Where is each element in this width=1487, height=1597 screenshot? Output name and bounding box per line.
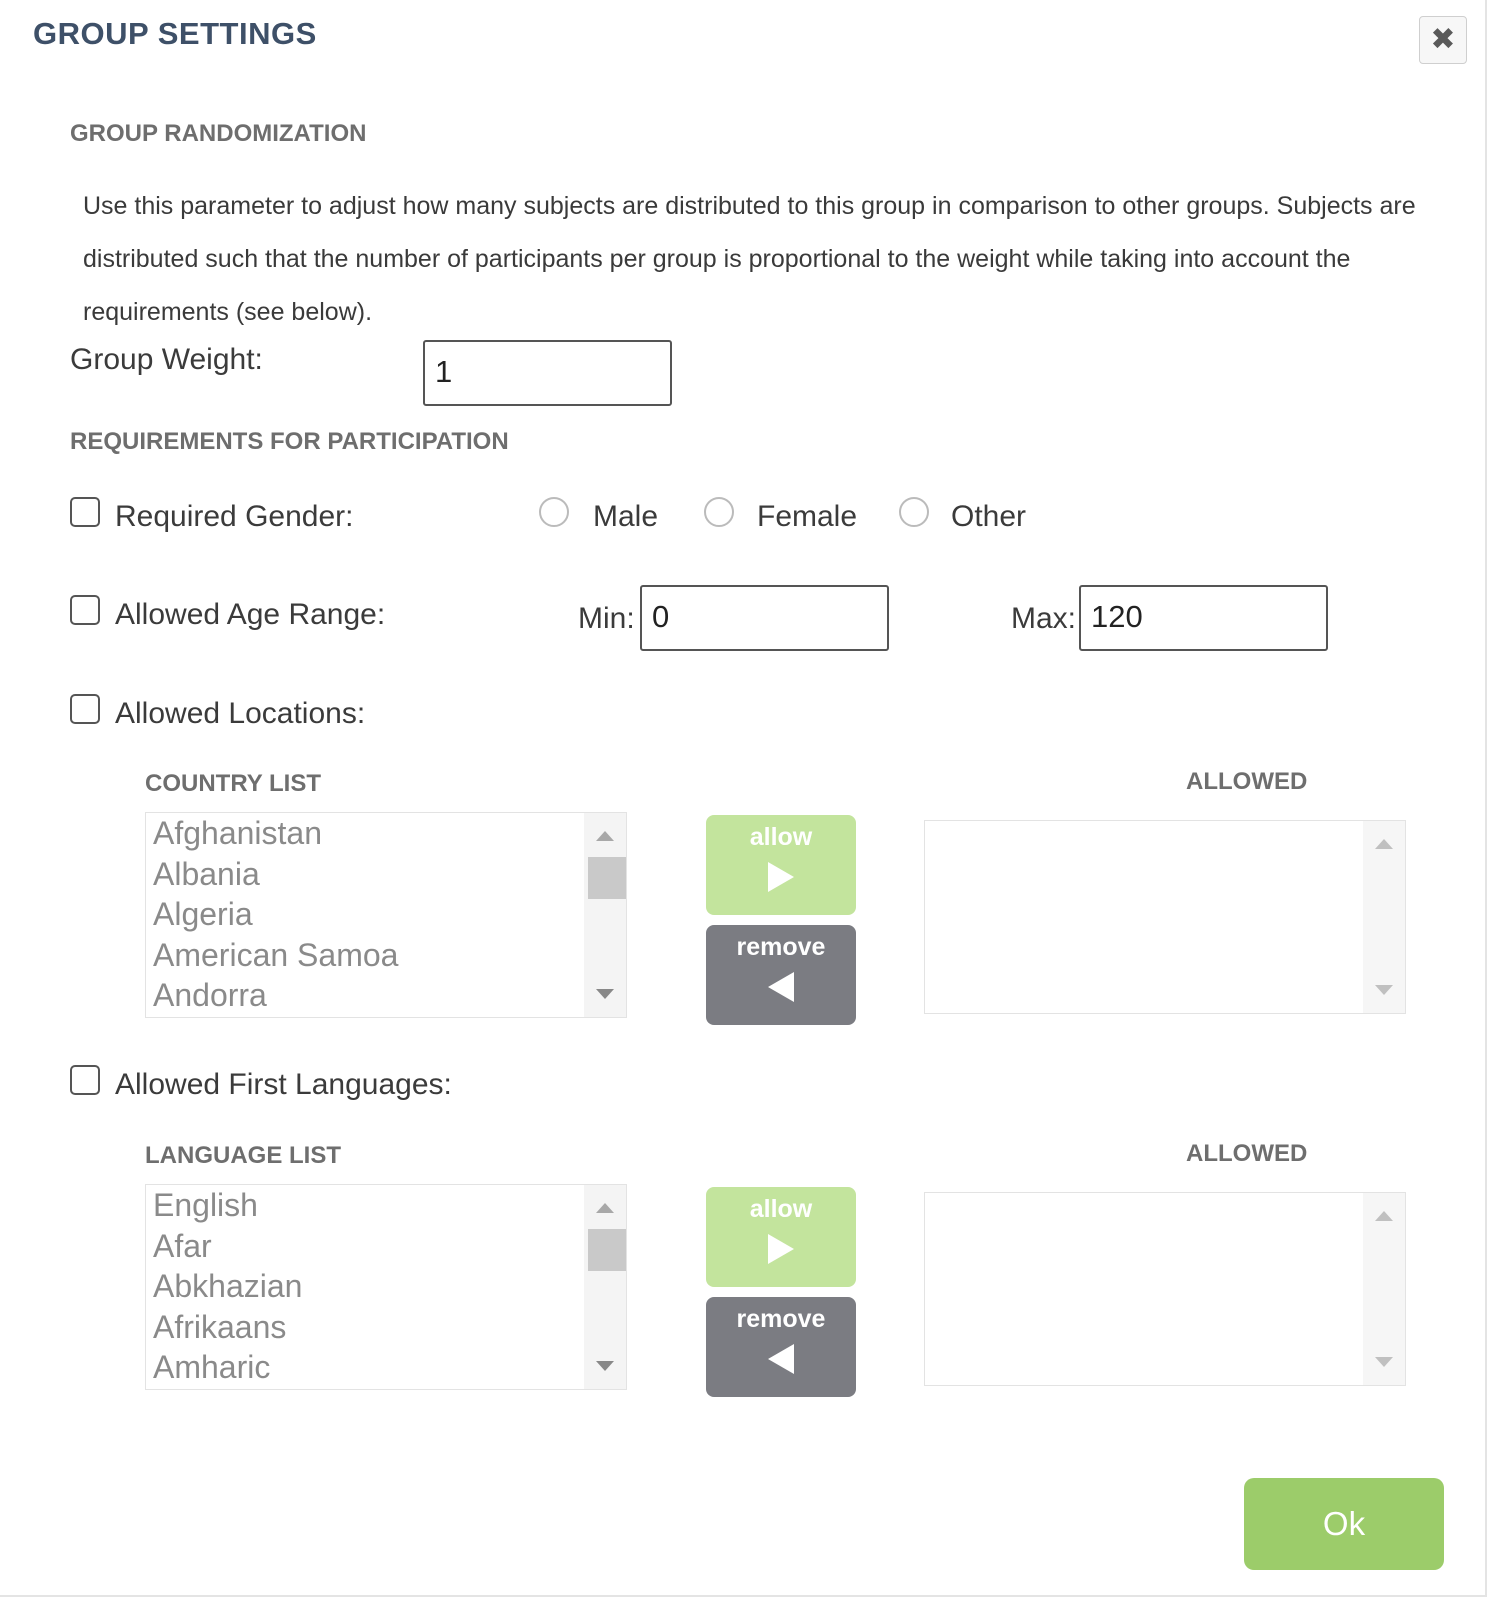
requirements-heading: REQUIREMENTS FOR PARTICIPATION — [70, 428, 509, 455]
allow-location-button-label: allow — [749, 823, 813, 851]
locations-allowed-heading: ALLOWED — [1186, 768, 1308, 795]
ok-button[interactable]: Ok — [1244, 1478, 1444, 1570]
list-item[interactable]: Amharic — [153, 1349, 271, 1385]
country-list[interactable] — [145, 812, 627, 1018]
allowed-languages-checkbox[interactable] — [70, 1065, 100, 1095]
group-weight-input[interactable]: 1 — [423, 340, 672, 406]
scroll-down-arrow-icon[interactable] — [1375, 1357, 1393, 1367]
dialog-title: GROUP SETTINGS — [33, 16, 317, 51]
age-min-label: Min: — [578, 602, 635, 635]
allowed-locations-label: Allowed Locations: — [115, 697, 366, 730]
arrow-left-icon — [768, 1344, 794, 1374]
randomization-description: Use this parameter to adjust how many subjects are distributed to this group in comparison to other groups. Subjects are distributed such that the number of participants per group is proportional to the weight while taking into account the requirements (see below). — [83, 192, 1416, 326]
scroll-up-arrow-icon[interactable] — [1375, 839, 1393, 849]
allowed-locations-scrollbar[interactable] — [1363, 821, 1405, 1013]
scroll-thumb[interactable] — [588, 857, 626, 899]
gender-male-label: Male — [593, 500, 659, 533]
scroll-thumb[interactable] — [588, 1229, 626, 1271]
scroll-down-arrow-icon[interactable] — [596, 989, 614, 999]
age-max-input[interactable]: 120 — [1079, 585, 1328, 651]
required-gender-checkbox[interactable] — [70, 497, 100, 527]
remove-location-button-label: remove — [736, 933, 826, 961]
allowed-locations-list[interactable] — [924, 820, 1406, 1014]
close-icon: ✖ — [1430, 23, 1456, 56]
country-list-heading: COUNTRY LIST — [145, 770, 322, 797]
required-gender-label: Required Gender: — [115, 500, 354, 533]
arrow-left-icon — [768, 972, 794, 1002]
remove-location-button[interactable] — [706, 925, 856, 1025]
randomization-heading: GROUP RANDOMIZATION — [70, 120, 367, 147]
language-list-heading: LANGUAGE LIST — [145, 1142, 341, 1169]
gender-other-radio[interactable] — [899, 497, 929, 527]
age-range-label: Allowed Age Range: — [115, 598, 386, 631]
close-button[interactable] — [1419, 16, 1467, 64]
list-item[interactable]: Andorra — [153, 977, 267, 1013]
gender-other-label: Other — [951, 500, 1027, 533]
allow-language-button-label: allow — [749, 1195, 813, 1223]
remove-language-button-label: remove — [736, 1305, 826, 1333]
age-range-checkbox[interactable] — [70, 595, 100, 625]
scroll-down-arrow-icon[interactable] — [1375, 985, 1393, 995]
list-item[interactable]: Afghanistan — [153, 815, 323, 851]
list-item[interactable]: Abkhazian — [153, 1268, 303, 1304]
age-min-input[interactable]: 0 — [640, 585, 889, 651]
scroll-up-arrow-icon[interactable] — [596, 1203, 614, 1213]
age-max-label: Max: — [1011, 602, 1077, 635]
allowed-languages-list[interactable] — [924, 1192, 1406, 1386]
allowed-languages-scrollbar[interactable] — [1363, 1193, 1405, 1385]
list-item[interactable]: Afrikaans — [153, 1308, 287, 1345]
languages-allowed-heading: ALLOWED — [1186, 1140, 1308, 1167]
language-list-scrollbar[interactable] — [584, 1185, 626, 1389]
remove-language-button[interactable] — [706, 1297, 856, 1397]
gender-male-radio[interactable] — [539, 497, 569, 527]
allowed-languages-label: Allowed First Languages: — [115, 1068, 452, 1101]
country-list-scrollbar[interactable] — [584, 813, 626, 1017]
allow-language-button[interactable] — [706, 1187, 856, 1287]
gender-female-radio[interactable] — [704, 497, 734, 527]
allow-location-button[interactable] — [706, 815, 856, 915]
list-item[interactable]: English — [153, 1187, 258, 1223]
language-list[interactable] — [145, 1184, 627, 1390]
list-item[interactable]: American Samoa — [153, 936, 399, 973]
allowed-locations-checkbox[interactable] — [70, 694, 100, 724]
scroll-down-arrow-icon[interactable] — [596, 1361, 614, 1371]
scroll-up-arrow-icon[interactable] — [596, 831, 614, 841]
list-item[interactable]: Albania — [153, 855, 260, 892]
scroll-up-arrow-icon[interactable] — [1375, 1211, 1393, 1221]
group-weight-label: Group Weight: — [70, 343, 263, 376]
gender-female-label: Female — [757, 500, 858, 533]
list-item[interactable]: Algeria — [153, 896, 253, 932]
arrow-right-icon — [768, 862, 794, 892]
arrow-right-icon — [768, 1234, 794, 1264]
list-item[interactable]: Afar — [153, 1227, 212, 1264]
